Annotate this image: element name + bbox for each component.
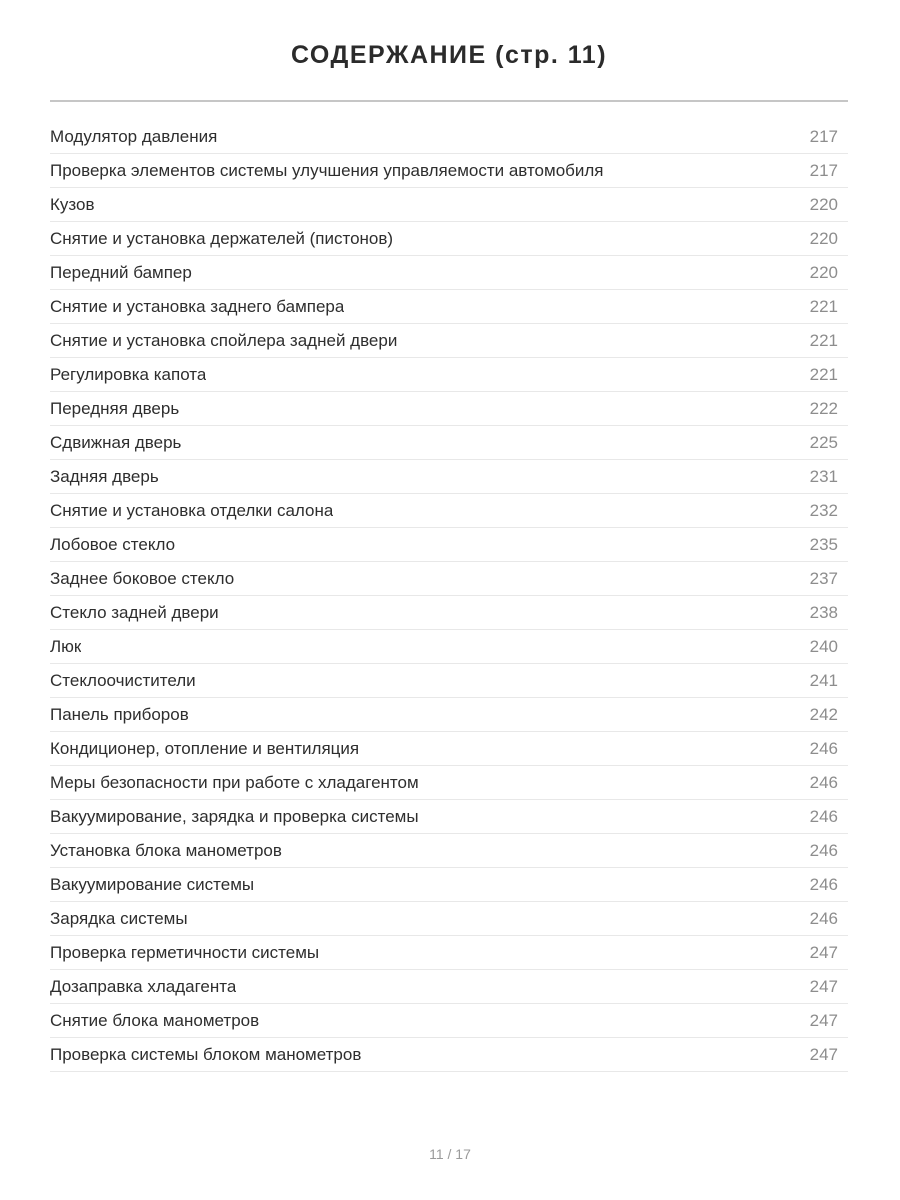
page-pagination: 11 / 17	[429, 1146, 471, 1162]
toc-entry-label: Задняя дверь	[50, 466, 159, 486]
toc-entry-page: 232	[809, 500, 838, 520]
toc-entry-label: Меры безопасности при работе с хладагентом	[50, 772, 419, 792]
toc-entry-page: 247	[809, 976, 838, 996]
toc-entry-page: 238	[809, 602, 838, 622]
toc-entry-page: 246	[809, 772, 838, 792]
toc-entry-page: 231	[809, 466, 838, 486]
toc-row[interactable]	[50, 698, 848, 732]
toc-entry-page: 222	[809, 398, 838, 418]
toc-entry-label: Кондиционер, отопление и вентиляция	[50, 738, 360, 758]
toc-row[interactable]	[50, 630, 848, 664]
toc-entry-page: 221	[809, 364, 838, 384]
toc-entry-label: Снятие и установка заднего бампера	[50, 296, 345, 316]
toc-entry-label: Установка блока манометров	[50, 840, 282, 860]
toc-row[interactable]	[50, 936, 848, 970]
toc-entry-page: 221	[809, 296, 838, 316]
toc-row[interactable]	[50, 970, 848, 1004]
toc-entry-page: 220	[809, 194, 838, 214]
toc-entry-page: 220	[809, 228, 838, 248]
toc-row[interactable]	[50, 290, 848, 324]
toc-entry-page: 242	[809, 704, 838, 724]
toc-list	[50, 120, 848, 1072]
toc-entry-label: Зарядка системы	[50, 908, 188, 928]
toc-entry-page: 237	[809, 568, 838, 588]
toc-row[interactable]	[50, 1004, 848, 1038]
toc-row[interactable]	[50, 154, 848, 188]
toc-row[interactable]	[50, 1038, 848, 1072]
toc-entry-label: Снятие блока манометров	[50, 1010, 260, 1030]
toc-entry-page: 220	[809, 262, 838, 282]
toc-entry-label: Снятие и установка держателей (пистонов)	[50, 228, 394, 248]
toc-row[interactable]	[50, 188, 848, 222]
toc-entry-page: 247	[809, 1044, 838, 1064]
toc-row[interactable]	[50, 562, 848, 596]
toc-entry-page: 217	[809, 160, 838, 180]
toc-entry-label: Снятие и установка отделки салона	[50, 500, 334, 520]
toc-entry-label: Стекло задней двери	[50, 602, 219, 622]
toc-row[interactable]	[50, 392, 848, 426]
toc-entry-label: Заднее боковое стекло	[50, 568, 235, 588]
toc-row[interactable]	[50, 460, 848, 494]
toc-entry-label: Вакуумирование, зарядка и проверка системы	[50, 806, 419, 826]
toc-entry-page: 246	[809, 908, 838, 928]
toc-entry-label: Проверка элементов системы улучшения управляемости автомобиля	[50, 160, 604, 180]
toc-row[interactable]	[50, 868, 848, 902]
toc-entry-page: 225	[809, 432, 838, 452]
toc-entry-page: 247	[809, 1010, 838, 1030]
toc-entry-label: Модулятор давления	[50, 126, 218, 146]
toc-entry-page: 235	[809, 534, 838, 554]
toc-entry-label: Передняя дверь	[50, 398, 180, 418]
toc-row[interactable]	[50, 358, 848, 392]
toc-row[interactable]	[50, 596, 848, 630]
toc-entry-page: 241	[809, 670, 838, 690]
toc-entry-label: Регулировка капота	[50, 364, 207, 384]
toc-entry-label: Стеклоочистители	[50, 670, 196, 690]
toc-entry-page: 246	[809, 738, 838, 758]
toc-entry-label: Люк	[50, 636, 82, 656]
toc-entry-label: Вакуумирование системы	[50, 874, 255, 894]
toc-row[interactable]	[50, 664, 848, 698]
toc-row[interactable]	[50, 732, 848, 766]
toc-entry-label: Кузов	[50, 194, 95, 214]
title-divider	[50, 100, 848, 102]
toc-row[interactable]	[50, 494, 848, 528]
toc-row[interactable]	[50, 120, 848, 154]
toc-entry-page: 240	[809, 636, 838, 656]
toc-entry-page: 217	[809, 126, 838, 146]
toc-entry-page: 247	[809, 942, 838, 962]
toc-entry-page: 246	[809, 874, 838, 894]
toc-row[interactable]	[50, 324, 848, 358]
toc-entry-label: Проверка системы блоком манометров	[50, 1044, 362, 1064]
toc-row[interactable]	[50, 834, 848, 868]
toc-entry-label: Панель приборов	[50, 704, 189, 724]
toc-entry-label: Передний бампер	[50, 262, 192, 282]
toc-row[interactable]	[50, 256, 848, 290]
toc-entry-page: 246	[809, 840, 838, 860]
toc-row[interactable]	[50, 528, 848, 562]
toc-row[interactable]	[50, 766, 848, 800]
toc-row[interactable]	[50, 426, 848, 460]
toc-entry-label: Лобовое стекло	[50, 534, 176, 554]
toc-row[interactable]	[50, 902, 848, 936]
toc-row[interactable]	[50, 222, 848, 256]
toc-entry-label: Снятие и установка спойлера задней двери	[50, 330, 398, 350]
toc-row[interactable]	[50, 800, 848, 834]
toc-entry-label: Дозаправка хладагента	[50, 976, 237, 996]
page-title: СОДЕРЖАНИЕ (стр. 11)	[290, 41, 608, 69]
toc-entry-label: Сдвижная дверь	[50, 432, 182, 452]
toc-entry-page: 221	[809, 330, 838, 350]
toc-entry-page: 246	[809, 806, 838, 826]
toc-entry-label: Проверка герметичности системы	[50, 942, 320, 962]
